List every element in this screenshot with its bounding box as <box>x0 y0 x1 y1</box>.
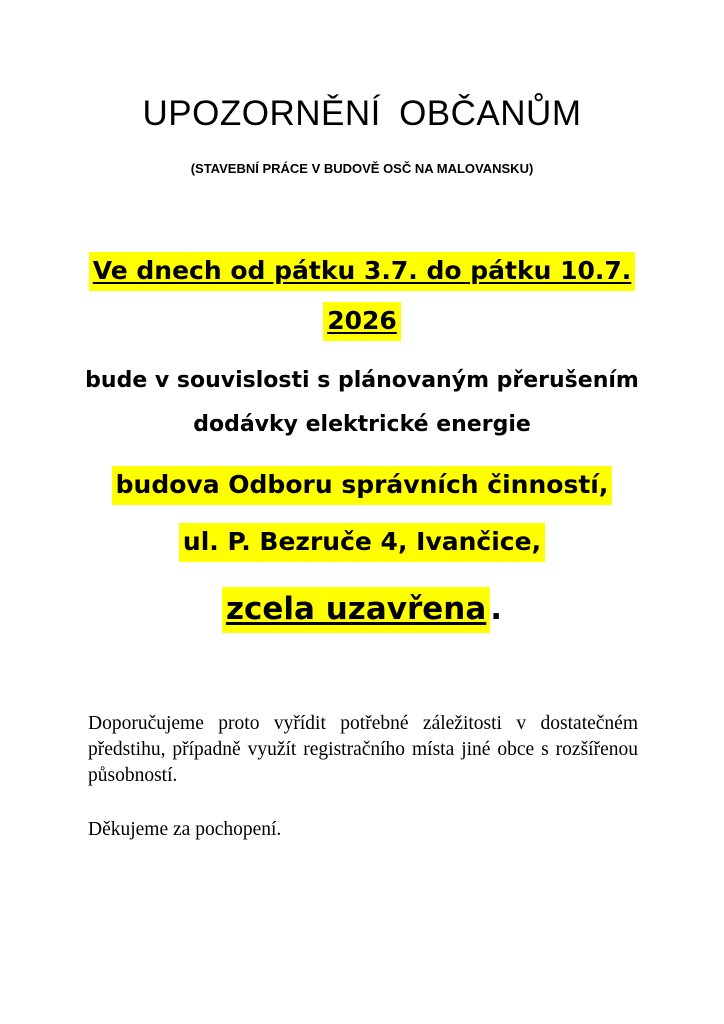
address-highlight: ul. P. Bezruče 4, Ivančice, <box>179 523 545 562</box>
reason-line-1: bude v souvislosti s plánovaným přerušením <box>85 368 639 393</box>
closed-highlight: zcela uzavřena <box>222 587 490 633</box>
building-highlight: budova Odboru správních činností, <box>112 466 613 505</box>
year-highlight: 2026 <box>323 302 401 341</box>
date-line-1 <box>0 256 724 285</box>
thanks-paragraph: Děkujeme za pochopení. <box>88 819 282 840</box>
reason-line-2: dodávky elektrické energie <box>193 412 531 437</box>
closed-line <box>0 591 724 627</box>
date-range-highlight: Ve dnech od pátku 3.7. do pátku 10.7. <box>89 252 636 291</box>
closed-period: . <box>490 591 503 627</box>
address-line <box>0 527 724 556</box>
date-line-2 <box>0 306 724 335</box>
building-line <box>0 470 724 499</box>
notice-title: UPOZORNĚNÍ OBČANŮM <box>142 94 582 133</box>
notice-subtitle: (STAVEBNÍ PRÁCE V BUDOVĚ OSČ NA MALOVANSKU) <box>190 161 534 176</box>
recommendation-paragraph: Doporučujeme proto vyřídit potřebné záležitosti v dostatečném předstihu, případně využít registračního místa jiné obce s rozšířenou působností. <box>88 713 638 786</box>
